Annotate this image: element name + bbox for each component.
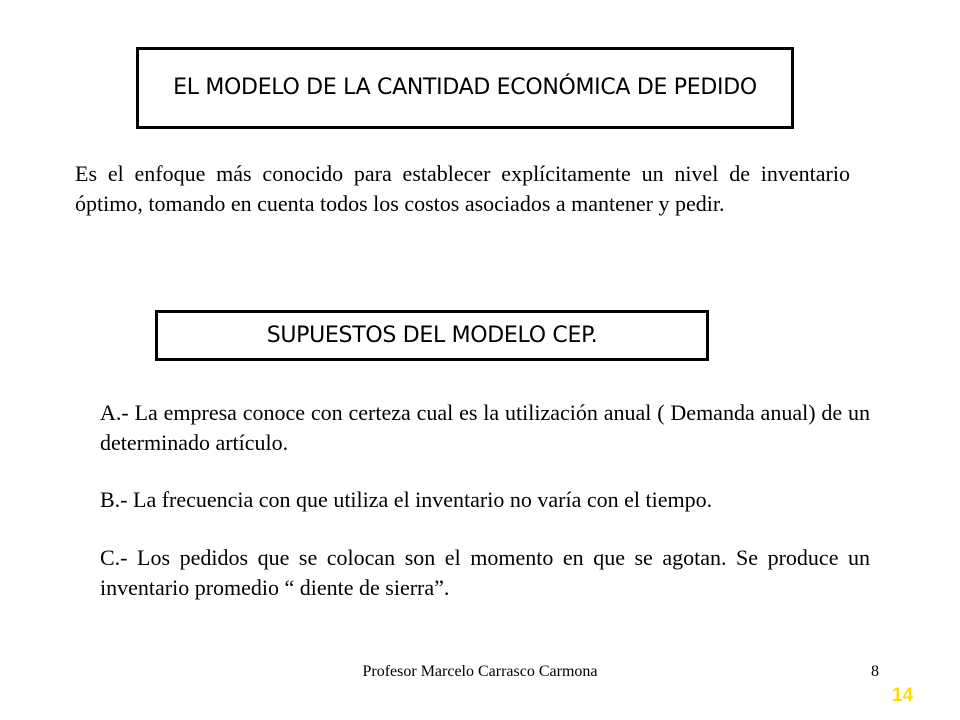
subtitle-box [155,310,709,361]
intro-paragraph: Es el enfoque más conocido para establecer explícitamente un nivel de inventario óptimo, tomando en cuenta todos los costos asociados a mantener y pedir. [75,161,850,216]
section-subtitle: SUPUESTOS DEL MODELO CEP. [266,322,598,348]
footer-author: Profesor Marcelo Carrasco Carmona [362,663,598,680]
assumption-b: B.- La frecuencia con que utiliza el inventario no varía con el tiempo. [100,487,713,512]
slide-number-badge: 14 [892,685,914,706]
assumption-c: C.- Los pedidos que se colocan son el momento en que se agotan. Se produce un inventario promedio “ diente de sierra”. [100,545,870,600]
slide-title: EL MODELO DE LA CANTIDAD ECONÓMICA DE PEDIDO [173,75,757,100]
title-box [136,47,794,129]
assumption-a: A.- La empresa conoce con certeza cual es la utilización anual ( Demanda anual) de un determinado artículo. [100,400,870,455]
footer-page-number: 8 [871,663,879,680]
